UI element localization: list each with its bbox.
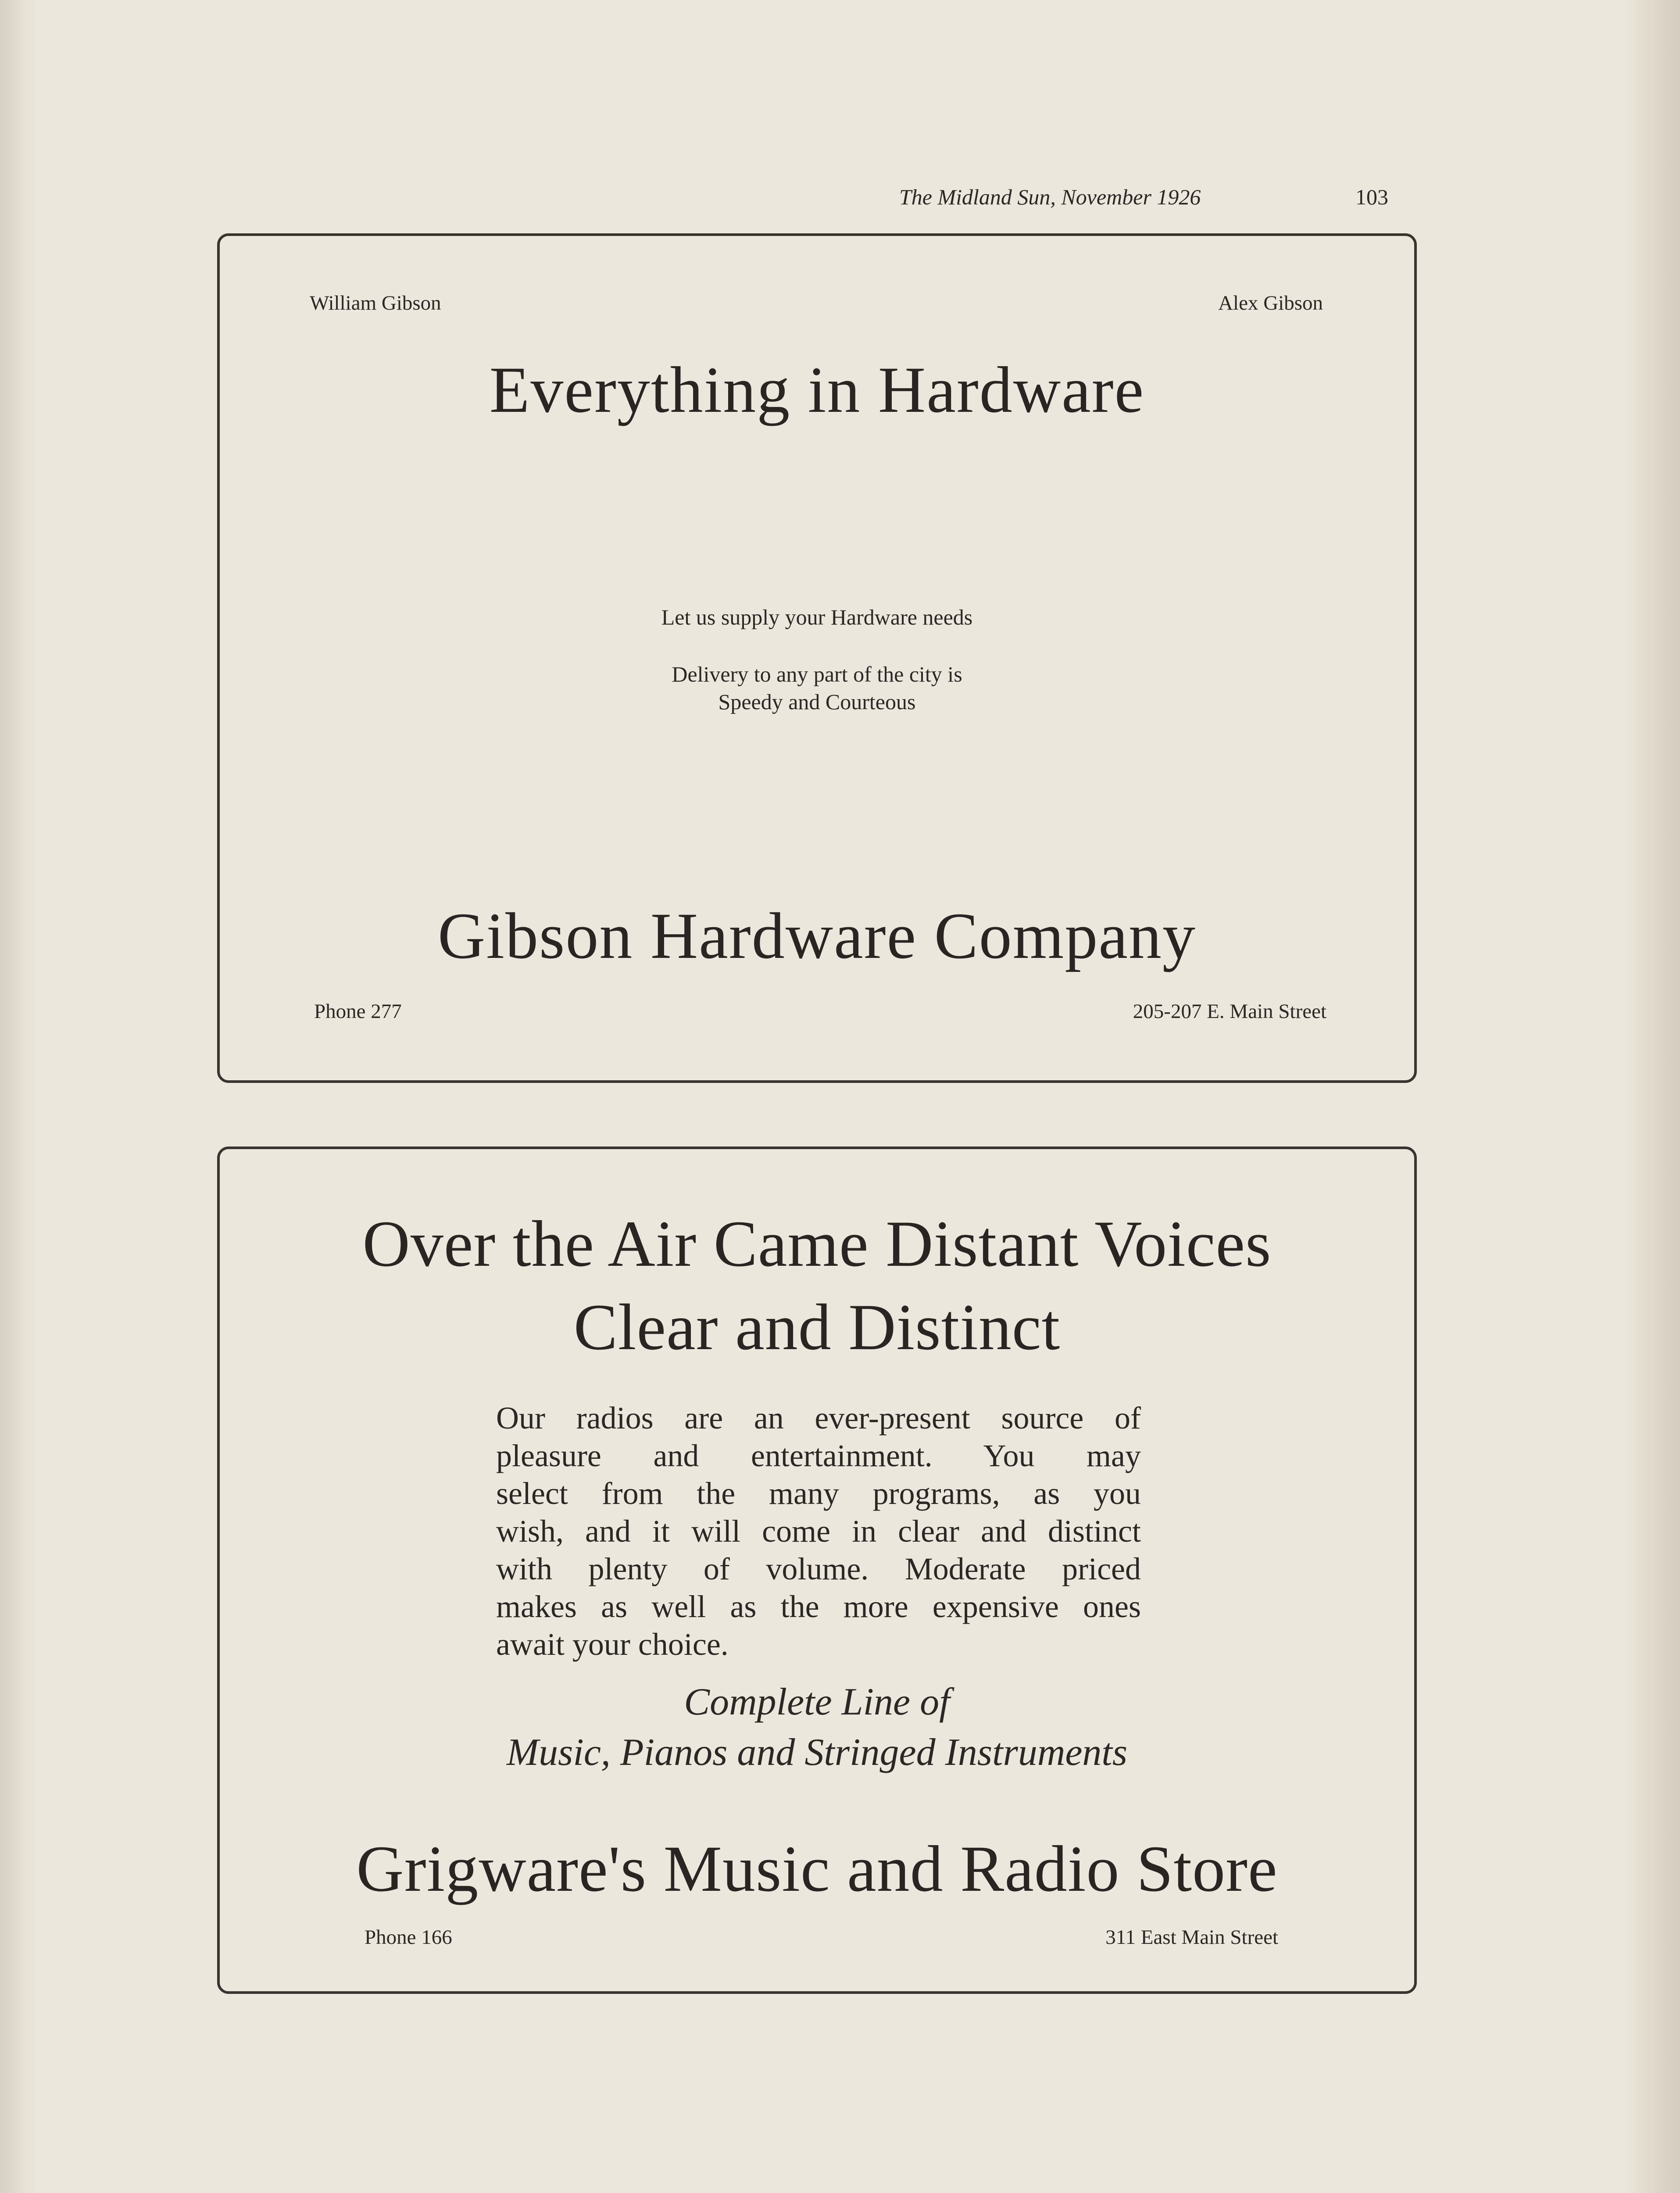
page-edge <box>1623 0 1680 2193</box>
radio-body-line: Our radios are an ever-present source of <box>496 1400 1141 1436</box>
binding-gutter <box>0 0 39 2193</box>
radio-body-line: pleasure and entertainment. You may <box>496 1438 1141 1473</box>
hardware-phone: Phone 277 <box>314 1000 402 1023</box>
gibson-hardware-ad <box>217 233 1417 1083</box>
page-number: 103 <box>1355 185 1388 209</box>
radio-address: 311 East Main Street <box>1105 1926 1278 1949</box>
hardware-line-delivery: Delivery to any part of the city is <box>672 662 962 686</box>
radio-body-line: await your choice. <box>496 1627 729 1662</box>
proprietor-right: Alex Gibson <box>1218 292 1323 314</box>
hardware-address: 205-207 E. Main Street <box>1133 1000 1326 1023</box>
grigware-radio-ad <box>217 1147 1417 1994</box>
radio-body-line: wish, and it will come in clear and distinct <box>496 1514 1141 1549</box>
radio-body-line: with plenty of volume. Moderate priced <box>496 1551 1141 1586</box>
hardware-headline: Everything in Hardware <box>489 354 1145 426</box>
hardware-line-supply: Let us supply your Hardware needs <box>661 605 973 629</box>
radio-tagline-line2: Music, Pianos and Stringed Instruments <box>506 1731 1128 1774</box>
radio-body-line: makes as well as the more expensive ones <box>496 1589 1141 1624</box>
hardware-line-speedy: Speedy and Courteous <box>718 689 916 714</box>
radio-company-name: Grigware's Music and Radio Store <box>356 1832 1278 1905</box>
radio-headline-line1: Over the Air Came Distant Voices <box>362 1207 1272 1280</box>
radio-tagline-line1: Complete Line of <box>684 1681 950 1723</box>
proprietor-left: William Gibson <box>310 292 441 314</box>
hardware-company-name: Gibson Hardware Company <box>438 900 1196 972</box>
radio-headline-line2: Clear and Distinct <box>573 1291 1061 1364</box>
running-head-publication: The Midland Sun, November 1926 <box>899 185 1201 209</box>
radio-phone: Phone 166 <box>365 1926 452 1949</box>
radio-body-copy <box>496 1399 1141 1663</box>
radio-body-line: select from the many programs, as you <box>496 1476 1141 1511</box>
